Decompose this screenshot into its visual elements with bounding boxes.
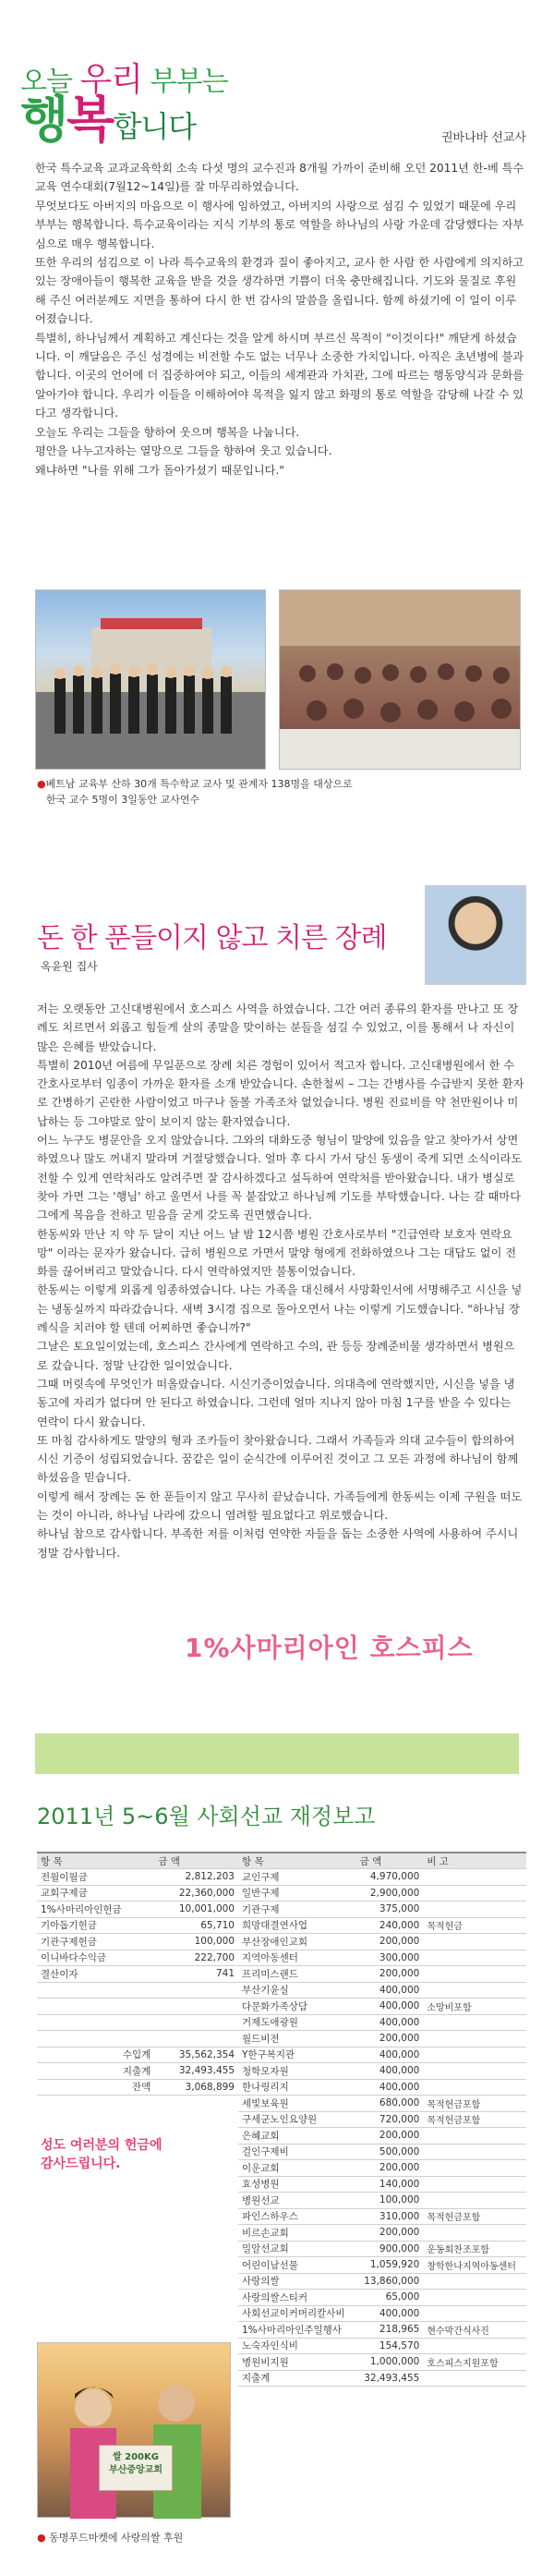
table-row: [238, 2111, 526, 2128]
expense-item: 세빛보육원: [238, 2096, 356, 2112]
table-row: [238, 2063, 526, 2080]
expense-memo: [423, 2338, 526, 2354]
table-row: [238, 2354, 526, 2371]
expense-amount: 13,860,000: [356, 2273, 424, 2290]
table-row: [238, 2338, 526, 2354]
expense-memo: [423, 1934, 526, 1950]
expense-item: 어린이남선물: [238, 2257, 356, 2274]
title-text-highlight: 우리: [79, 61, 143, 99]
table-row: [238, 1950, 526, 1966]
caption-line: 베트남 교육부 산하 30개 특수학교 교사 및 관계자 138명을 대상으로: [45, 778, 353, 790]
table-row: [37, 1885, 238, 1902]
income-amount: 222,700: [154, 1950, 238, 1966]
expense-memo: 목적헌금포함: [423, 2096, 526, 2112]
expense-item: 월드비전: [238, 2031, 356, 2047]
expense-memo: 목적헌금포함: [423, 2208, 526, 2225]
table-header-row: [37, 1853, 238, 1869]
expense-memo: [423, 2225, 526, 2242]
expense-amount: 400,000: [356, 2047, 424, 2063]
summary-row: [37, 2063, 238, 2080]
article1-body: [35, 159, 524, 480]
expense-amount: 200,000: [356, 2031, 424, 2047]
income-item: 기관구제헌금: [37, 1934, 154, 1950]
title-text-big: 행: [20, 91, 67, 149]
expense-item: 다문화가족상담: [238, 1999, 356, 2015]
expense-amount: 400,000: [356, 2063, 424, 2080]
expense-memo: [423, 2305, 526, 2322]
table-row: [37, 1902, 238, 1918]
expense-item: 한나링리지: [238, 2079, 356, 2096]
table-row: [238, 2241, 526, 2257]
author-portrait: [425, 885, 526, 985]
expense-item: 파인스하우스: [238, 2208, 356, 2225]
table-row: [37, 1917, 238, 1934]
summary-row: [37, 2079, 238, 2096]
expense-item: Y한구복지관: [238, 2047, 356, 2063]
rice-bag-label: 부산중앙교회: [109, 2465, 163, 2475]
column-header: 비 고: [423, 1853, 526, 1869]
expense-item: 부산기윤실: [238, 1982, 356, 1999]
group-photo-illustration: [36, 590, 266, 770]
article2-author: 옥윤원 집사: [41, 960, 98, 973]
expense-amount: 200,000: [356, 2225, 424, 2242]
title-text: 오늘: [20, 66, 80, 98]
expense-amount: 720,000: [356, 2111, 424, 2128]
expense-memo: [423, 1885, 526, 1902]
table-row-empty: [37, 2014, 238, 2031]
expense-amount: 900,000: [356, 2241, 424, 2257]
column-header: 항 목: [37, 1853, 154, 1869]
paragraph: 그날은 토요일이었는데, 호스피스 간사에게 연락하고 수의, 관 등등 장례준비물 생각하면서 병원으로 갔습니다. 정말 난감한 일이었습니다.: [37, 1340, 515, 1372]
income-amount: 65,710: [154, 1917, 238, 1934]
expense-memo: [423, 2063, 526, 2080]
expense-item: 노숙자인식비: [238, 2338, 356, 2354]
summary-amount: 32,493,455: [154, 2063, 238, 2080]
expense-item: 사랑의쌀: [238, 2273, 356, 2290]
income-item: 전월이월금: [37, 1869, 154, 1886]
expense-amount: 500,000: [356, 2144, 424, 2160]
expense-memo: [423, 2290, 526, 2306]
expense-memo: [423, 2273, 526, 2290]
caption-line: 한국 교수 5명이 3일동안 교사연수: [46, 794, 200, 806]
expense-amount: 200,000: [356, 2128, 424, 2145]
expense-amount: 310,000: [356, 2208, 424, 2225]
income-amount: 10,001,000: [154, 1902, 238, 1918]
paragraph: 이렇게 해서 장례는 돈 한 푼들이지 않고 무사히 끝났습니다. 가족들에게 한동씨는 이제 구원을 떠도는 것이 아니라, 하나님 나라에 갔으니 염려할 필요없다고 위로했습니다.: [37, 1489, 523, 1523]
expense-amount: 300,000: [356, 1950, 424, 1966]
expense-item: 구세군노인요양원: [238, 2111, 356, 2128]
rice-bag-label: 쌀 200KG: [113, 2452, 159, 2462]
summary-amount: 35,562,354: [154, 2047, 238, 2063]
expense-item: 기관구제: [238, 1902, 356, 1918]
expense-amount: 200,000: [356, 2160, 424, 2177]
rice-photo-illustration: [38, 2343, 232, 2519]
expense-amount: 400,000: [356, 2014, 424, 2031]
income-item: 1%사마리아인헌금: [37, 1902, 154, 1918]
finance-report-title: 2011년 5~6월 사회선교 재정보고: [37, 1804, 376, 1829]
conference-photo-illustration: [280, 590, 521, 770]
caption-bullet: ●: [37, 778, 46, 790]
expense-amount: 1,000,000: [356, 2354, 424, 2371]
expense-item: 일반구제: [238, 1885, 356, 1902]
income-amount: 22,360,000: [154, 1885, 238, 1902]
expense-item: 교인구제: [238, 1869, 356, 1886]
paragraph: 어느 누구도 병문안을 오지 않았습니다. 그와의 대화도중 형님이 말양에 있음을 알고 찾아가서 상면하였으나 많도 꺼내지 말라며 거절당했습니다. 얼마 후 다시 가서 당신 동생이 죽게 되면 소식이라도 전할 수 있게 연락처라도 알려주면 잘 감사하겠다고 설득하여 연락처를 받아왔습니다. 내가 병실로 찾아 가면 그는 '행님' 하고 울면서 나를 꼭 붙잡았고 하나님께 기도를 부탁했습니다. 나는 갈 때마다 그에게 복음을 전하고 믿음을 굳게 갖도록 권면했습니다.: [37, 1134, 523, 1222]
table-row: [238, 2225, 526, 2242]
expense-amount: 100,000: [356, 2193, 424, 2209]
summary-amount: 3,068,899: [154, 2079, 238, 2096]
expense-item: 지출계: [238, 2370, 356, 2387]
expense-item: 은혜교회: [238, 2128, 356, 2145]
table-row: [238, 2079, 526, 2096]
expense-item: 병원선교: [238, 2193, 356, 2209]
paragraph: 그때 머릿속에 무엇인가 떠올랐습니다. 시신기증이었습니다. 의대측에 연락했지만, 시신을 넣을 냉동고에 자리가 없다며 안 된다고 하였습니다. 그런데 얼마 지나지 않아 마침 1구를 받을 수 있다는 연락이 다시 왔습니다.: [37, 1377, 515, 1428]
table-row: [238, 2160, 526, 2177]
expense-memo: 소망비포함: [423, 1999, 526, 2015]
paragraph: 한동씨와 만난 지 약 두 달이 지난 어느 날 밤 12시쯤 병원 간호사로부터 "긴급연락 보호자 연락요망" 이라는 문자가 왔습니다. 급히 병원으로 가면서 말양 형에게 전화하였으나 그는 대답도 없이 전화를 끊어버리고 말았습니다. 다시 연락하였지만 불통이었습니다.: [37, 1227, 516, 1279]
table-row-empty: [37, 1999, 238, 2015]
caption-text: 동명푸드마켓에 사랑의쌀 후원: [49, 2532, 184, 2544]
paragraph: 저는 오랫동안 고신대병원에서 호스피스 사역을 하였습니다. 그간 여러 종류의 환자를 만나고 또 장례도 치르면서 외롭고 힘들게 살의 종말을 맞이하는 분들을 섬길 수 있었고, 이를 통해서 나 자신이 많은 은혜를 받았습니다.: [37, 1002, 519, 1053]
expense-item: 사회선교이커머리칼사비: [238, 2305, 356, 2322]
expense-memo: 창학한나지역아동센터: [423, 2257, 526, 2274]
expense-memo: [423, 1950, 526, 1966]
expense-amount: 2,900,000: [356, 1885, 424, 1902]
expense-memo: [423, 1869, 526, 1886]
rice-photo-caption: [37, 2530, 183, 2545]
table-row: [238, 1885, 526, 1902]
column-header: 금 액: [356, 1853, 424, 1869]
table-row: [238, 1999, 526, 2015]
table-header-row: [238, 1853, 526, 1869]
table-row: [37, 1869, 238, 1886]
expense-item: 거제도애광원: [238, 2014, 356, 2031]
table-row: [238, 2208, 526, 2225]
expense-memo: [423, 2370, 526, 2387]
article2-body: [37, 1000, 524, 1562]
expense-item: 1%사마리아인주일행사: [238, 2322, 356, 2339]
income-amount: 100,000: [154, 1934, 238, 1950]
paragraph: 무엇보다도 아버지의 마음으로 이 행사에 임하였고, 아버지의 사랑으로 섬김 수 있었기 때문에 우리 부부는 행복합니다. 특수교육이라는 지식 기부의 통로 역할을 하나님의 사랑 가운데 감당했다는 자부심으로 매우 행복합니다.: [35, 199, 524, 250]
thanks-line: 감사드립니다.: [41, 2157, 121, 2171]
expense-memo: 목적헌금: [423, 1917, 526, 1934]
article1-photo-caption: [37, 776, 536, 808]
expense-amount: 400,000: [356, 1982, 424, 1999]
table-row: [238, 1934, 526, 1950]
table-row: [238, 1869, 526, 1886]
table-row: [238, 2096, 526, 2112]
income-table: [37, 1852, 238, 2096]
paragraph: 오늘도 우리는 그들을 향하여 웃으며 행복을 나눕니다.: [35, 425, 300, 439]
expense-amount: 65,000: [356, 2290, 424, 2306]
expense-memo: 운동회찬조포함: [423, 2241, 526, 2257]
thanks-message: [41, 2136, 162, 2173]
expense-memo: [423, 2193, 526, 2209]
expense-amount: 200,000: [356, 1934, 424, 1950]
expense-memo: 호스피스지원포함: [423, 2354, 526, 2371]
table-row: [238, 2144, 526, 2160]
hospice-watermark: 1%사마리아인 호스피스: [185, 1633, 474, 1663]
expense-amount: 32,493,455: [356, 2370, 424, 2387]
income-item: 교회구제금: [37, 1885, 154, 1902]
paragraph: 하나님 참으로 감사합니다. 부족한 저를 이처럼 연약한 자들을 돕는 소중한 사역에 사용하여 주시니 정말 감사합니다.: [37, 1527, 519, 1560]
expense-memo: [423, 1902, 526, 1918]
expense-item: 밀알선교회: [238, 2241, 356, 2257]
expense-memo: [423, 2014, 526, 2031]
expense-item: 부산장애인교회: [238, 1934, 356, 1950]
paragraph: 특별히, 하나님께서 계획하고 계신다는 것을 알게 하시며 부르신 목적이 "이것이다!" 깨닫게 하셨습니다. 이 깨달음은 주신 성경에는 비전할 수도 없는 너무나 소중한 가치입니다. 아직은 초년병에 불과합니다. 이곳의 언어에 더 집중하여야 되고, 이들의 세계관과 가치관, 그에 따르는 행동양식과 문화를 알아가야 합니다. 우리가 이들을 이해하여야 목적을 잃지 않고 화평의 통로 역할을 감당해 나갈 수 있다고 생각합니다.: [35, 331, 524, 420]
paragraph: 특별히 2010년 여름에 무일푼으로 장례 치른 경험이 있어서 적고자 합니다. 고신대병원에서 한 수간호사로부터 임종이 가까운 환자를 소개 받았습니다. 손한철씨 – 그는 간병사를 수급받지 못한 환자로 간병하기 곤란한 사람이었고 마구나 돌볼 가족조차 없었습니다. 병원 진료비를 약 천만원이나 미납하는 등 그야말로 앞이 보이지 않는 환자였습니다.: [37, 1058, 524, 1128]
expense-amount: 400,000: [356, 2079, 424, 2096]
table-row: [238, 2273, 526, 2290]
expense-memo: [423, 1982, 526, 1999]
table-row: [37, 1934, 238, 1950]
table-row: [238, 2305, 526, 2322]
expense-item: 프리미스랜드: [238, 1966, 356, 1983]
article2-title: 돈 한 푼들이지 않고 치른 장례: [37, 922, 387, 954]
income-amount: 2,812,203: [154, 1869, 238, 1886]
paragraph: 왜냐하면 "나를 위해 그가 돌아가셨기 때문입니다.": [35, 463, 284, 477]
expense-memo: [423, 1966, 526, 1983]
title-text-small: 합니다: [113, 109, 197, 144]
income-item: 이니바다수익금: [37, 1950, 154, 1966]
rice-donation-photo: [37, 2342, 231, 2518]
income-item: 결산이자: [37, 1966, 154, 1983]
table-row-empty: [37, 2031, 238, 2047]
expense-memo: [423, 2047, 526, 2063]
expense-amount: 400,000: [356, 1999, 424, 2015]
expense-item: 효성병원: [238, 2176, 356, 2193]
expense-memo: [423, 2079, 526, 2096]
expense-amount: 200,000: [356, 1966, 424, 1983]
section-divider-bar: [35, 1733, 519, 1774]
expense-amount: 4,970,000: [356, 1869, 424, 1886]
table-row: [37, 1950, 238, 1966]
article-happy-couple: [0, 0, 554, 887]
table-row: [238, 2370, 526, 2387]
expense-memo: [423, 2031, 526, 2047]
summary-label: 잔액: [37, 2079, 154, 2096]
table-row: [238, 2176, 526, 2193]
expense-memo: [423, 2160, 526, 2177]
expense-table: [238, 1852, 526, 2387]
table-row-empty: [37, 1982, 238, 1999]
paragraph: 한국 특수교육 교과교육학회 소속 다섯 명의 교수진과 8개월 가까이 준비해 오던 2011년 한-베 특수교육 연수대회(7월12~14일)를 잘 마무리하였습니다.: [35, 162, 524, 194]
thanks-line: 성도 여러분의 헌금에: [41, 2138, 163, 2153]
expense-amount: 1,059,920: [356, 2257, 424, 2274]
expense-item: 지역아동센터: [238, 1950, 356, 1966]
column-header: 금 액: [154, 1853, 238, 1869]
table-row: [238, 1902, 526, 1918]
income-item: 기아돕기헌금: [37, 1917, 154, 1934]
expense-amount: 240,000: [356, 1917, 424, 1934]
expense-item: 병원비지원: [238, 2354, 356, 2371]
title-text: 부부는: [142, 66, 228, 98]
table-row: [238, 2193, 526, 2209]
expense-memo: [423, 2128, 526, 2145]
expense-amount: 154,570: [356, 2338, 424, 2354]
table-row: [238, 2014, 526, 2031]
expense-item: 이운교회: [238, 2160, 356, 2177]
income-amount: 741: [154, 1966, 238, 1983]
table-row: [238, 2257, 526, 2274]
table-row: [238, 1917, 526, 1934]
paragraph: 한동씨는 이렇게 외롭게 임종하였습니다. 나는 가족을 대신해서 사망확인서에 서명해주고 시신을 넣는 냉동실까지 따라갔습니다. 새벽 3시경 집으로 돌아오면서 나는 이렇게 기도했습니다. "하나님 장례식을 치러야 할 텐데 어찌하면 좋습니까?": [37, 1283, 523, 1335]
expense-memo: 목적헌금포함: [423, 2111, 526, 2128]
table-row: [238, 2031, 526, 2047]
table-row: [238, 2290, 526, 2306]
title-text-big-pink: 복: [66, 91, 114, 149]
expense-memo: [423, 2144, 526, 2160]
expense-item: 걸인구제비: [238, 2144, 356, 2160]
summary-label: 지출계: [37, 2063, 154, 2080]
expense-amount: 140,000: [356, 2176, 424, 2193]
table-row: [238, 2128, 526, 2145]
expense-memo: [423, 2176, 526, 2193]
rice-bag: [99, 2445, 173, 2491]
table-row: [238, 2322, 526, 2339]
expense-amount: 400,000: [356, 2305, 424, 2322]
table-row: [238, 1966, 526, 1983]
group-photo-building: [35, 589, 266, 770]
paragraph: 또한 우리의 섬김으로 이 나라 특수교육의 환경과 질이 좋아지고, 교사 한 사람 한 사람에게 의지하고 있는 장애아들이 행복한 교육을 받을 것을 생각하면 기쁨이 더욱 충만해집니다. 기도와 물질로 후원해 주신 여러분께도 지면을 통하여 다시 한 번 감사의 말씀을 올립니다. 함께 하셨기에 이 일이 이루어졌습니다.: [35, 256, 524, 326]
table-row: [37, 1966, 238, 1983]
table-row: [238, 1982, 526, 1999]
summary-row: [37, 2047, 238, 2063]
caption-bullet: ●: [37, 2532, 46, 2544]
expense-amount: 375,000: [356, 1902, 424, 1918]
expense-memo: 현수막간식사진: [423, 2322, 526, 2339]
expense-item: 청학모자원: [238, 2063, 356, 2080]
column-header: 항 목: [238, 1853, 356, 1869]
conference-hall-photo: [279, 589, 521, 770]
table-row: [238, 2047, 526, 2063]
paragraph: 평안을 나누고자하는 열망으로 그들을 향하여 웃고 있습니다.: [35, 444, 332, 458]
expense-amount: 218,965: [356, 2322, 424, 2339]
expense-item: 비르손교회: [238, 2225, 356, 2242]
article1-title-line2: [20, 92, 196, 154]
summary-label: 수입계: [37, 2047, 154, 2063]
article1-author: 권바나바 선교사: [440, 131, 526, 145]
expense-item: 사랑의쌀스티커: [238, 2290, 356, 2306]
expense-amount: 680,000: [356, 2096, 424, 2112]
expense-item: 희망대결연사업: [238, 1917, 356, 1934]
paragraph: 또 마침 감사하게도 말양의 형과 조카들이 찾아왔습니다. 그래서 가족들과 의대 교수들이 합의하여 시신 기증이 성립되었습니다. 꿈같은 일이 순식간에 이루어진 것이고 그 모든 과정에 하나님이 함께 하셨음을 믿습니다.: [37, 1433, 519, 1485]
